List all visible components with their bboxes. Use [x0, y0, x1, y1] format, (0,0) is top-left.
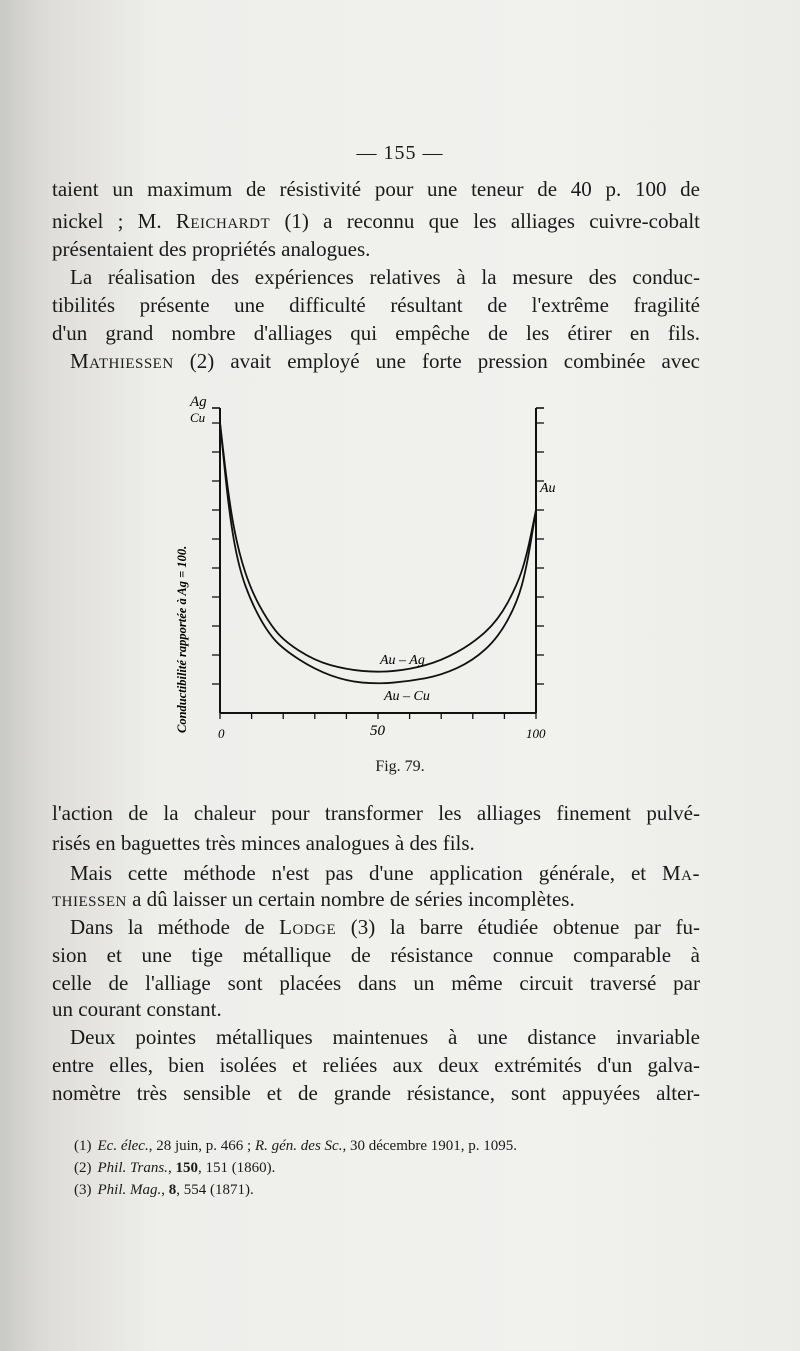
x-tick-label-0: 0 [218, 726, 225, 741]
line-text: entre elles, bien isolées et reliées aux deux extrémités d'un galva- [52, 1053, 700, 1077]
line-text: nomètre très sensible et de grande résistance, sont appuyées alter- [52, 1081, 700, 1105]
line-post: (2) avait employé une forte pression combinée avec [173, 349, 700, 373]
author-name: Reichardt [175, 209, 271, 233]
line-post: (1) a reconnu que les alliages cuivre-cobalt [270, 209, 700, 233]
body-line [52, 348, 700, 374]
body-line [52, 860, 700, 886]
line-text: risés en baguettes très minces analogues à des fils. [52, 831, 475, 855]
body-line [52, 292, 700, 318]
journal-name: Phil. Mag. [97, 1182, 162, 1198]
x-tick-label-50: 50 [370, 723, 385, 739]
journal-name: Ec. élec. [97, 1138, 149, 1154]
journal-name: R. gén. des Sc. [254, 1138, 343, 1154]
author-name: Mathiessen [70, 349, 174, 373]
line-post: (3) la barre étudiée obtenue par fu- [336, 915, 700, 939]
line-text: La réalisation des expériences relatives à la mesure des conduc- [70, 265, 700, 289]
line-text: l'action de la chaleur pour transformer les alliages finement pulvé- [52, 801, 700, 825]
footnote-text: , 554 (1871). [176, 1182, 254, 1198]
line-pre: Mais cette méthode n'est pas d'une application générale, et [70, 861, 662, 885]
body-line [52, 1024, 700, 1050]
figure-caption: Fig. 79. [375, 758, 425, 775]
footnote: (3) Phil. Mag., 8, 554 (1871). [74, 1182, 254, 1198]
label-cu: Cu [190, 410, 206, 425]
series-line-au-ag [220, 423, 536, 672]
footnote-text: , 151 (1860). [197, 1160, 276, 1176]
line-text: présentaient des propriétés analogues. [52, 237, 371, 261]
body-line [52, 800, 700, 826]
author-name: thiessen [52, 887, 127, 911]
body-line [52, 996, 700, 1022]
curve-label-au-cu: Au – Cu [384, 689, 430, 704]
line-pre: nickel ; M. [52, 209, 176, 233]
journal-name: Phil. Trans. [97, 1160, 168, 1176]
curve-label-au-ag: Au – Ag [380, 653, 425, 668]
body-line [52, 914, 700, 940]
series-curves [220, 423, 536, 683]
body-line [52, 1052, 700, 1078]
label-au-axis: Au [540, 481, 556, 496]
volume-number: 150 [175, 1160, 198, 1176]
author-name: Lodge [279, 915, 337, 939]
body-line [52, 236, 700, 262]
line-pre: Dans la méthode de [70, 915, 280, 939]
line-text: tibilités présente une difficulté résultant de l'extrême fragilité [52, 293, 700, 317]
footnote-number: (1) [74, 1138, 92, 1154]
right-axis-ticks [536, 423, 544, 684]
footnote-number: (3) [74, 1182, 92, 1198]
line-text: celle de l'alliage sont placées dans un même circuit traversé par [52, 971, 700, 995]
footnote: (2) Phil. Trans., 150, 151 (1860). [74, 1160, 276, 1176]
line-text: un courant constant. [52, 997, 222, 1021]
body-line [52, 176, 700, 202]
body-line [52, 942, 700, 968]
volume-number: 8 [168, 1182, 177, 1198]
y-axis-label: Conductibilité rapportée à Ag = 100. [175, 545, 189, 733]
page-number: — 155 — [356, 142, 444, 164]
body-line [52, 1080, 700, 1106]
line-text: taient un maximum de résistivité pour une teneur de 40 p. 100 de [52, 177, 700, 201]
x-tick-label-100: 100 [526, 726, 546, 741]
body-line [52, 264, 700, 290]
line-text: d'un grand nombre d'alliages qui empêche de les étirer en fils. [52, 321, 700, 345]
footnote-text: , 28 juin, p. 466 ; [148, 1138, 255, 1154]
author-name: Ma- [662, 861, 700, 885]
body-line [52, 970, 700, 996]
series-line-au-cu [220, 423, 536, 683]
conductivity-chart [160, 388, 600, 748]
body-line [52, 208, 700, 234]
footnote [74, 1136, 517, 1156]
body-line [52, 830, 700, 856]
footnote-text: , 30 décembre 1901, p. 1095. [342, 1138, 518, 1154]
footnote-number: (2) [74, 1160, 92, 1176]
line-text: Deux pointes métalliques maintenues à une distance invariable [70, 1025, 700, 1049]
body-line [52, 886, 700, 912]
line-text: sion et une tige métallique de résistance connue comparable à [52, 943, 700, 967]
label-ag: Ag [190, 394, 207, 410]
line-post: a dû laisser un certain nombre de séries incomplètes. [126, 887, 575, 911]
body-line [52, 320, 700, 346]
figure-79 [160, 388, 600, 748]
left-axis-ticks [212, 423, 220, 684]
